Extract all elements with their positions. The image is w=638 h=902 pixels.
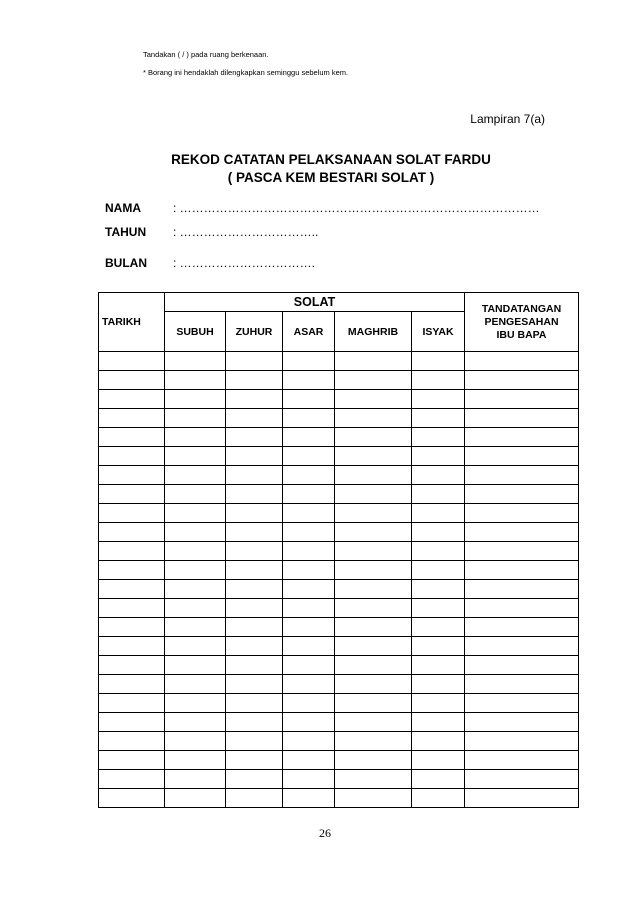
table-cell[interactable] (99, 371, 165, 390)
table-cell[interactable] (165, 447, 226, 466)
table-cell[interactable] (165, 694, 226, 713)
table-cell[interactable] (465, 542, 579, 561)
table-cell[interactable] (283, 352, 335, 371)
field-nama (105, 201, 540, 215)
table-cell[interactable] (283, 599, 335, 618)
table-cell[interactable] (165, 751, 226, 770)
table-cell[interactable] (335, 390, 412, 409)
table-cell[interactable] (226, 352, 283, 371)
field-blank[interactable]: : …………………………….. (173, 225, 319, 239)
table-cell[interactable] (283, 561, 335, 580)
table-cell[interactable] (226, 580, 283, 599)
table-row (99, 466, 579, 485)
table-row (99, 485, 579, 504)
table-cell[interactable] (465, 713, 579, 732)
table-cell[interactable] (335, 523, 412, 542)
table-cell[interactable] (226, 694, 283, 713)
table-cell[interactable] (283, 618, 335, 637)
table-cell[interactable] (465, 390, 579, 409)
field-label: TAHUN (105, 225, 147, 239)
table-cell[interactable] (465, 656, 579, 675)
table-cell[interactable] (165, 656, 226, 675)
table-cell[interactable] (99, 447, 165, 466)
table-cell[interactable] (226, 789, 283, 808)
table-cell[interactable] (465, 428, 579, 447)
table-cell[interactable] (465, 599, 579, 618)
table-cell[interactable] (99, 409, 165, 428)
table-cell[interactable] (465, 694, 579, 713)
table-cell[interactable] (335, 371, 412, 390)
table-cell[interactable] (335, 675, 412, 694)
table-row (99, 580, 579, 599)
table-cell[interactable] (99, 352, 165, 371)
table-cell[interactable] (465, 485, 579, 504)
table-row (99, 523, 579, 542)
table-cell[interactable] (465, 409, 579, 428)
table-cell[interactable] (283, 732, 335, 751)
table-cell[interactable] (165, 523, 226, 542)
table-cell[interactable] (465, 352, 579, 371)
table-cell[interactable] (226, 732, 283, 751)
table-cell[interactable] (99, 637, 165, 656)
table-cell[interactable] (99, 485, 165, 504)
header-solat: SOLAT (165, 293, 465, 312)
table-cell[interactable] (226, 713, 283, 732)
table-cell[interactable] (99, 428, 165, 447)
table-row (99, 770, 579, 789)
table-cell[interactable] (226, 466, 283, 485)
table-row (99, 713, 579, 732)
table-cell[interactable] (226, 751, 283, 770)
table-cell[interactable] (465, 618, 579, 637)
header-zuhur: ZUHUR (226, 312, 283, 352)
table-cell[interactable] (283, 694, 335, 713)
table-cell[interactable] (412, 637, 465, 656)
table-cell[interactable] (335, 447, 412, 466)
table-cell[interactable] (283, 466, 335, 485)
form-subtitle: ( PASCA KEM BESTARI SOLAT ) (227, 170, 435, 185)
table-cell[interactable] (226, 542, 283, 561)
header-tarikh: TARIKH (99, 293, 165, 352)
table-cell[interactable] (99, 599, 165, 618)
table-cell[interactable] (165, 371, 226, 390)
table-cell[interactable] (412, 352, 465, 371)
header-signature-line: PENGESAHAN (484, 315, 559, 328)
table-cell[interactable] (283, 637, 335, 656)
table-cell[interactable] (335, 732, 412, 751)
table-cell[interactable] (412, 789, 465, 808)
table-cell[interactable] (335, 485, 412, 504)
table-cell[interactable] (226, 428, 283, 447)
table-cell[interactable] (335, 618, 412, 637)
table-cell[interactable] (412, 409, 465, 428)
table-cell[interactable] (283, 371, 335, 390)
table-row (99, 390, 579, 409)
table-cell[interactable] (99, 694, 165, 713)
table-cell[interactable] (165, 713, 226, 732)
table-cell[interactable] (465, 580, 579, 599)
table-row (99, 447, 579, 466)
table-cell[interactable] (412, 599, 465, 618)
table-cell[interactable] (412, 656, 465, 675)
table-cell[interactable] (99, 770, 165, 789)
table-cell[interactable] (412, 390, 465, 409)
table-cell[interactable] (465, 751, 579, 770)
table-cell[interactable] (412, 561, 465, 580)
table-cell[interactable] (99, 713, 165, 732)
table-cell[interactable] (283, 409, 335, 428)
table-row (99, 409, 579, 428)
table-cell[interactable] (99, 789, 165, 808)
table-cell[interactable] (335, 751, 412, 770)
header-signature-line: IBU BAPA (496, 328, 547, 341)
table-cell[interactable] (412, 751, 465, 770)
header-maghrib: MAGHRIB (335, 312, 412, 352)
table-row (99, 637, 579, 656)
table-cell[interactable] (465, 447, 579, 466)
table-cell[interactable] (335, 637, 412, 656)
table-cell[interactable] (283, 485, 335, 504)
table-cell[interactable] (465, 732, 579, 751)
table-cell[interactable] (165, 580, 226, 599)
table-cell[interactable] (412, 694, 465, 713)
field-tahun (105, 225, 318, 239)
table-cell[interactable] (465, 770, 579, 789)
table-cell[interactable] (335, 504, 412, 523)
field-bulan (105, 256, 315, 270)
table-cell[interactable] (335, 561, 412, 580)
table-cell[interactable] (99, 732, 165, 751)
table-cell[interactable] (99, 523, 165, 542)
table-cell[interactable] (465, 675, 579, 694)
table-cell[interactable] (165, 466, 226, 485)
table-cell[interactable] (335, 713, 412, 732)
table-cell[interactable] (226, 371, 283, 390)
table-cell[interactable] (165, 428, 226, 447)
table-cell[interactable] (412, 447, 465, 466)
table-row (99, 504, 579, 523)
table-cell[interactable] (283, 580, 335, 599)
table-cell[interactable] (226, 770, 283, 789)
table-cell[interactable] (283, 770, 335, 789)
table-cell[interactable] (99, 580, 165, 599)
header-isyak: ISYAK (412, 312, 465, 352)
field-blank[interactable]: : ……………………………. (173, 256, 316, 270)
table-row (99, 428, 579, 447)
table-cell[interactable] (283, 656, 335, 675)
table-cell[interactable] (465, 561, 579, 580)
table-cell[interactable] (226, 618, 283, 637)
table-cell[interactable] (226, 504, 283, 523)
table-row (99, 789, 579, 808)
table-cell[interactable] (412, 466, 465, 485)
table-cell[interactable] (165, 618, 226, 637)
table-cell[interactable] (165, 599, 226, 618)
table-cell[interactable] (165, 789, 226, 808)
table-cell[interactable] (283, 447, 335, 466)
table-cell[interactable] (335, 599, 412, 618)
table-cell[interactable] (99, 466, 165, 485)
table-cell[interactable] (165, 352, 226, 371)
table-cell[interactable] (165, 637, 226, 656)
table-cell[interactable] (226, 390, 283, 409)
table-cell[interactable] (283, 675, 335, 694)
table-cell[interactable] (412, 371, 465, 390)
table-cell[interactable] (335, 466, 412, 485)
table-cell[interactable] (335, 542, 412, 561)
table-cell[interactable] (412, 732, 465, 751)
table-cell[interactable] (335, 580, 412, 599)
table-row (99, 675, 579, 694)
field-blank[interactable]: : ……………………………………………………………………………… (173, 201, 540, 215)
table-cell[interactable] (165, 770, 226, 789)
field-label: BULAN (105, 256, 147, 270)
table-cell[interactable] (465, 371, 579, 390)
table-row (99, 694, 579, 713)
table-cell[interactable] (165, 409, 226, 428)
table-cell[interactable] (465, 789, 579, 808)
table-row (99, 656, 579, 675)
table-cell[interactable] (412, 542, 465, 561)
completion-note: * Borang ini hendaklah dilengkapkan seminggu sebelum kem. (143, 68, 349, 77)
table-cell[interactable] (335, 409, 412, 428)
table-cell[interactable] (335, 352, 412, 371)
table-cell[interactable] (283, 751, 335, 770)
table-cell[interactable] (335, 770, 412, 789)
table-cell[interactable] (226, 599, 283, 618)
table-row (99, 371, 579, 390)
appendix-label: Lampiran 7(a) (470, 112, 545, 126)
table-cell[interactable] (283, 542, 335, 561)
table-cell[interactable] (165, 561, 226, 580)
table-row (99, 542, 579, 561)
table-cell[interactable] (99, 542, 165, 561)
table-cell[interactable] (465, 504, 579, 523)
table-cell[interactable] (226, 523, 283, 542)
table-cell[interactable] (99, 618, 165, 637)
table-cell[interactable] (99, 390, 165, 409)
header-subuh: SUBUH (165, 312, 226, 352)
table-cell[interactable] (226, 656, 283, 675)
table-cell[interactable] (165, 485, 226, 504)
table-cell[interactable] (335, 789, 412, 808)
header-asar: ASAR (283, 312, 335, 352)
table-cell[interactable] (283, 713, 335, 732)
table-cell[interactable] (465, 466, 579, 485)
table-row (99, 618, 579, 637)
table-cell[interactable] (283, 504, 335, 523)
table-cell[interactable] (99, 656, 165, 675)
table-cell[interactable] (99, 561, 165, 580)
table-cell[interactable] (412, 713, 465, 732)
table-cell[interactable] (226, 485, 283, 504)
table-cell[interactable] (165, 675, 226, 694)
table-cell[interactable] (226, 561, 283, 580)
table-cell[interactable] (412, 504, 465, 523)
table-row (99, 561, 579, 580)
table-cell[interactable] (165, 390, 226, 409)
table-cell[interactable] (226, 409, 283, 428)
table-cell[interactable] (165, 504, 226, 523)
table-cell[interactable] (412, 485, 465, 504)
table-cell[interactable] (165, 542, 226, 561)
form-title: REKOD CATATAN PELAKSANAAN SOLAT FARDU (171, 152, 491, 167)
table-cell[interactable] (412, 675, 465, 694)
prayer-record-table (98, 292, 579, 808)
table-cell[interactable] (412, 618, 465, 637)
table-cell[interactable] (412, 770, 465, 789)
table-cell[interactable] (99, 675, 165, 694)
table-cell[interactable] (412, 428, 465, 447)
table-cell[interactable] (283, 789, 335, 808)
table-cell[interactable] (412, 580, 465, 599)
table-cell[interactable] (165, 732, 226, 751)
table-row (99, 751, 579, 770)
table-row (99, 352, 579, 371)
page-number: 26 (319, 826, 331, 840)
table-cell[interactable] (226, 675, 283, 694)
table-cell[interactable] (283, 390, 335, 409)
instruction-note: Tandakan ( / ) pada ruang berkenaan. (143, 50, 269, 59)
field-label: NAMA (105, 201, 141, 215)
table-cell[interactable] (465, 637, 579, 656)
table-row (99, 732, 579, 751)
table-cell[interactable] (412, 523, 465, 542)
table-cell[interactable] (465, 523, 579, 542)
table-cell[interactable] (335, 694, 412, 713)
table-cell[interactable] (335, 656, 412, 675)
table-cell[interactable] (99, 504, 165, 523)
table-row (99, 599, 579, 618)
table-cell[interactable] (283, 428, 335, 447)
table-cell[interactable] (226, 637, 283, 656)
header-signature-line: TANDATANGAN (481, 302, 562, 315)
header-signature (465, 293, 579, 352)
table-cell[interactable] (335, 428, 412, 447)
table-cell[interactable] (283, 523, 335, 542)
table-cell[interactable] (99, 751, 165, 770)
table-cell[interactable] (226, 447, 283, 466)
